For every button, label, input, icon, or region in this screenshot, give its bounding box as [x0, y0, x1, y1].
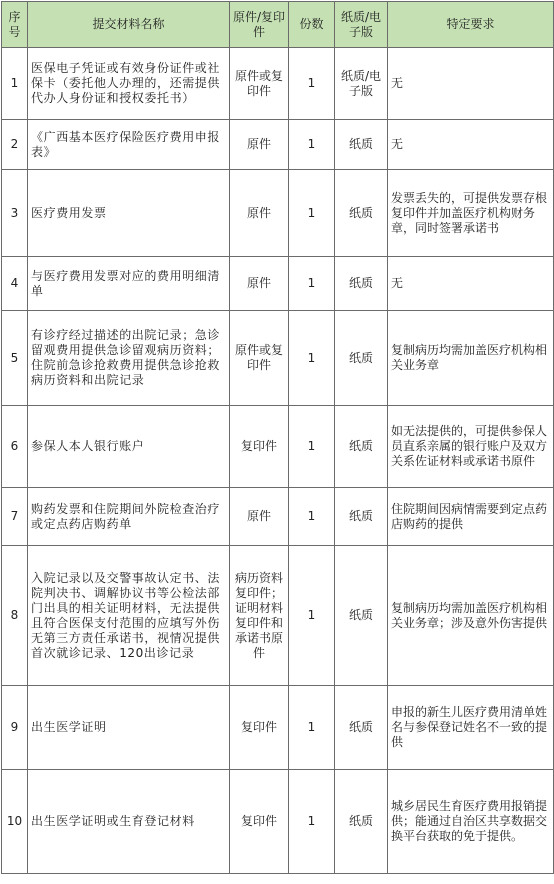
materials-table-wrapper	[1, 1, 553, 874]
row-media: 纸质	[335, 686, 388, 770]
row-count: 1	[289, 311, 335, 406]
row-no: 9	[2, 686, 28, 770]
row-type: 原件	[230, 488, 289, 546]
row-req: 无	[388, 48, 554, 120]
row-req: 住院期间因病情需要到定点药店购药的提供	[388, 488, 554, 546]
row-name: 有诊疗经过描述的出院记录；急诊留观费用提供急诊留观病历资料；住院前急诊抢救费用提供急诊抢救病历资料和出院记录	[28, 311, 230, 406]
row-type: 复印件	[230, 770, 289, 874]
row-media: 纸质	[335, 170, 388, 257]
table-row	[2, 257, 554, 311]
table-row	[2, 170, 554, 257]
row-media: 纸质	[335, 770, 388, 874]
row-req: 无	[388, 120, 554, 170]
row-req: 城乡居民生育医疗费用报销提供；能通过自治区共享数据交换平台获取的免于提供。	[388, 770, 554, 874]
table-row	[2, 48, 554, 120]
row-name: 与医疗费用发票对应的费用明细清单	[28, 257, 230, 311]
row-name: 参保人本人银行账户	[28, 406, 230, 488]
row-media: 纸质	[335, 488, 388, 546]
row-no: 1	[2, 48, 28, 120]
row-name: 入院记录以及交警事故认定书、法院判决书、调解协议书等公检法部门出具的相关证明材料，无法提供且符合医保支付范围的应填写外伤无第三方责任承诺书，视情况提供首次就诊记录、120出诊记录	[28, 546, 230, 686]
row-no: 10	[2, 770, 28, 874]
row-no: 4	[2, 257, 28, 311]
table-row	[2, 406, 554, 488]
row-name: 出生医学证明或生育登记材料	[28, 770, 230, 874]
row-req: 如无法提供的，可提供参保人员直系亲属的银行账户及双方关系佐证材料或承诺书原件	[388, 406, 554, 488]
row-count: 1	[289, 488, 335, 546]
row-media: 纸质	[335, 257, 388, 311]
row-type: 复印件	[230, 406, 289, 488]
row-name: 医疗费用发票	[28, 170, 230, 257]
row-name: 《广西基本医疗保险医疗费用申报表》	[28, 120, 230, 170]
row-type: 原件	[230, 170, 289, 257]
row-name: 医保电子凭证或有效身份证件或社保卡（委托他人办理的，还需提供代办人身份证和授权委托书）	[28, 48, 230, 120]
row-no: 2	[2, 120, 28, 170]
row-name: 购药发票和住院期间外院检查治疗或定点药店购药单	[28, 488, 230, 546]
row-type: 原件或复印件	[230, 311, 289, 406]
row-count: 1	[289, 406, 335, 488]
row-req: 复制病历均需加盖医疗机构相关业务章	[388, 311, 554, 406]
table-header-row	[2, 2, 554, 48]
table-row	[2, 770, 554, 874]
row-media: 纸质	[335, 406, 388, 488]
row-media: 纸质	[335, 311, 388, 406]
row-no: 8	[2, 546, 28, 686]
row-type: 原件	[230, 257, 289, 311]
table-row	[2, 546, 554, 686]
row-req: 复制病历均需加盖医疗机构相关业务章；涉及意外伤害提供	[388, 546, 554, 686]
row-media: 纸质	[335, 546, 388, 686]
row-media: 纸质/电子版	[335, 48, 388, 120]
row-type: 复印件	[230, 686, 289, 770]
header-req: 特定要求	[388, 2, 554, 48]
header-no: 序号	[2, 2, 28, 48]
row-type: 病历资料复印件；证明材料复印件和承诺书原件	[230, 546, 289, 686]
row-count: 1	[289, 120, 335, 170]
row-count: 1	[289, 770, 335, 874]
row-no: 3	[2, 170, 28, 257]
header-type: 原件/复印件	[230, 2, 289, 48]
table-row	[2, 488, 554, 546]
table-row	[2, 311, 554, 406]
row-req: 发票丢失的，可提供发票存根复印件并加盖医疗机构财务章，同时签署承诺书	[388, 170, 554, 257]
row-no: 5	[2, 311, 28, 406]
row-req: 申报的新生儿医疗费用清单姓名与参保登记姓名不一致的提供	[388, 686, 554, 770]
row-req: 无	[388, 257, 554, 311]
row-media: 纸质	[335, 120, 388, 170]
row-count: 1	[289, 257, 335, 311]
row-no: 7	[2, 488, 28, 546]
row-count: 1	[289, 686, 335, 770]
row-type: 原件或复印件	[230, 48, 289, 120]
row-no: 6	[2, 406, 28, 488]
table-row	[2, 120, 554, 170]
row-count: 1	[289, 48, 335, 120]
header-name: 提交材料名称	[28, 2, 230, 48]
row-type: 原件	[230, 120, 289, 170]
row-name: 出生医学证明	[28, 686, 230, 770]
materials-table	[1, 1, 554, 874]
row-count: 1	[289, 170, 335, 257]
table-row	[2, 686, 554, 770]
header-media: 纸质/电子版	[335, 2, 388, 48]
row-count: 1	[289, 546, 335, 686]
header-count: 份数	[289, 2, 335, 48]
